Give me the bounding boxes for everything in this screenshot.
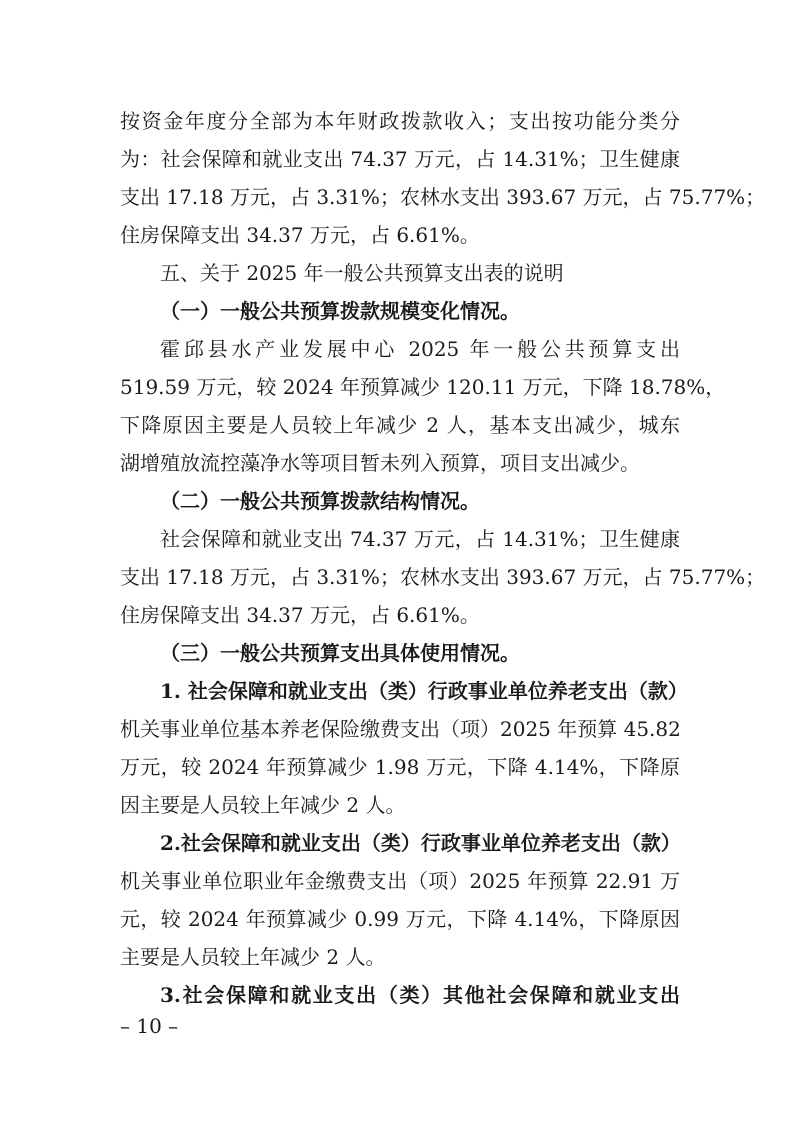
text-line-1: 按资金年度分全部为本年财政拨款收入；支出按功能分类分	[120, 109, 680, 133]
text-line-12: 社会保障和就业支出 74.37 万元，占 14.31%；卫生健康	[160, 527, 680, 551]
subsection-heading-2: （二）一般公共预算拨款结构情况。	[160, 489, 480, 513]
item-1-line-4: 因主要是人员较上年减少 2 人。	[120, 793, 406, 817]
text-line-10: 湖增殖放流控藻净水等项目暂未列入预算，项目支出减少。	[120, 451, 640, 475]
item-2-line-1: 2.社会保障和就业支出（类）行政事业单位养老支出（款）	[160, 831, 681, 855]
item-1-line-1: 1. 社会保障和就业支出（类）行政事业单位养老支出（款）	[160, 679, 688, 703]
text-line-4: 住房保障支出 34.37 万元，占 6.61%。	[120, 223, 480, 247]
item-2-line-4: 主要是人员较上年减少 2 人。	[120, 945, 386, 969]
text-line-13: 支出 17.18 万元，占 3.31%；农林水支出 393.67 万元，占 75.77%；	[120, 565, 766, 589]
text-line-2: 为：社会保障和就业支出 74.37 万元，占 14.31%；卫生健康	[120, 147, 680, 171]
item-1-line-3: 万元，较 2024 年预算减少 1.98 万元，下降 4.14%，下降原	[120, 755, 680, 779]
text-line-9: 下降原因主要是人员较上年减少 2 人，基本支出减少，城东	[120, 413, 680, 437]
item-2-line-3: 元，较 2024 年预算减少 0.99 万元，下降 4.14%，下降原因	[120, 907, 680, 931]
text-line-3: 支出 17.18 万元，占 3.31%；农林水支出 393.67 万元，占 75.77%；	[120, 185, 766, 209]
text-line-8: 519.59 万元，较 2024 年预算减少 120.11 万元，下降 18.78%，	[120, 375, 726, 399]
item-1-line-2: 机关事业单位基本养老保险缴费支出（项）2025 年预算 45.82	[120, 717, 681, 741]
section-heading-5: 五、关于 2025 年一般公共预算支出表的说明	[160, 261, 564, 285]
item-2-line-2: 机关事业单位职业年金缴费支出（项）2025 年预算 22.91 万	[120, 869, 680, 893]
item-3-line-1: 3.社会保障和就业支出（类）其他社会保障和就业支出	[160, 983, 680, 1007]
subsection-heading-3: （三）一般公共预算支出具体使用情况。	[160, 641, 520, 665]
text-line-7: 霍邱县水产业发展中心 2025 年一般公共预算支出	[160, 337, 680, 361]
text-line-14: 住房保障支出 34.37 万元，占 6.61%。	[120, 603, 480, 627]
subsection-heading-1: （一）一般公共预算拨款规模变化情况。	[160, 299, 520, 323]
page-number: – 10 –	[120, 1014, 179, 1038]
